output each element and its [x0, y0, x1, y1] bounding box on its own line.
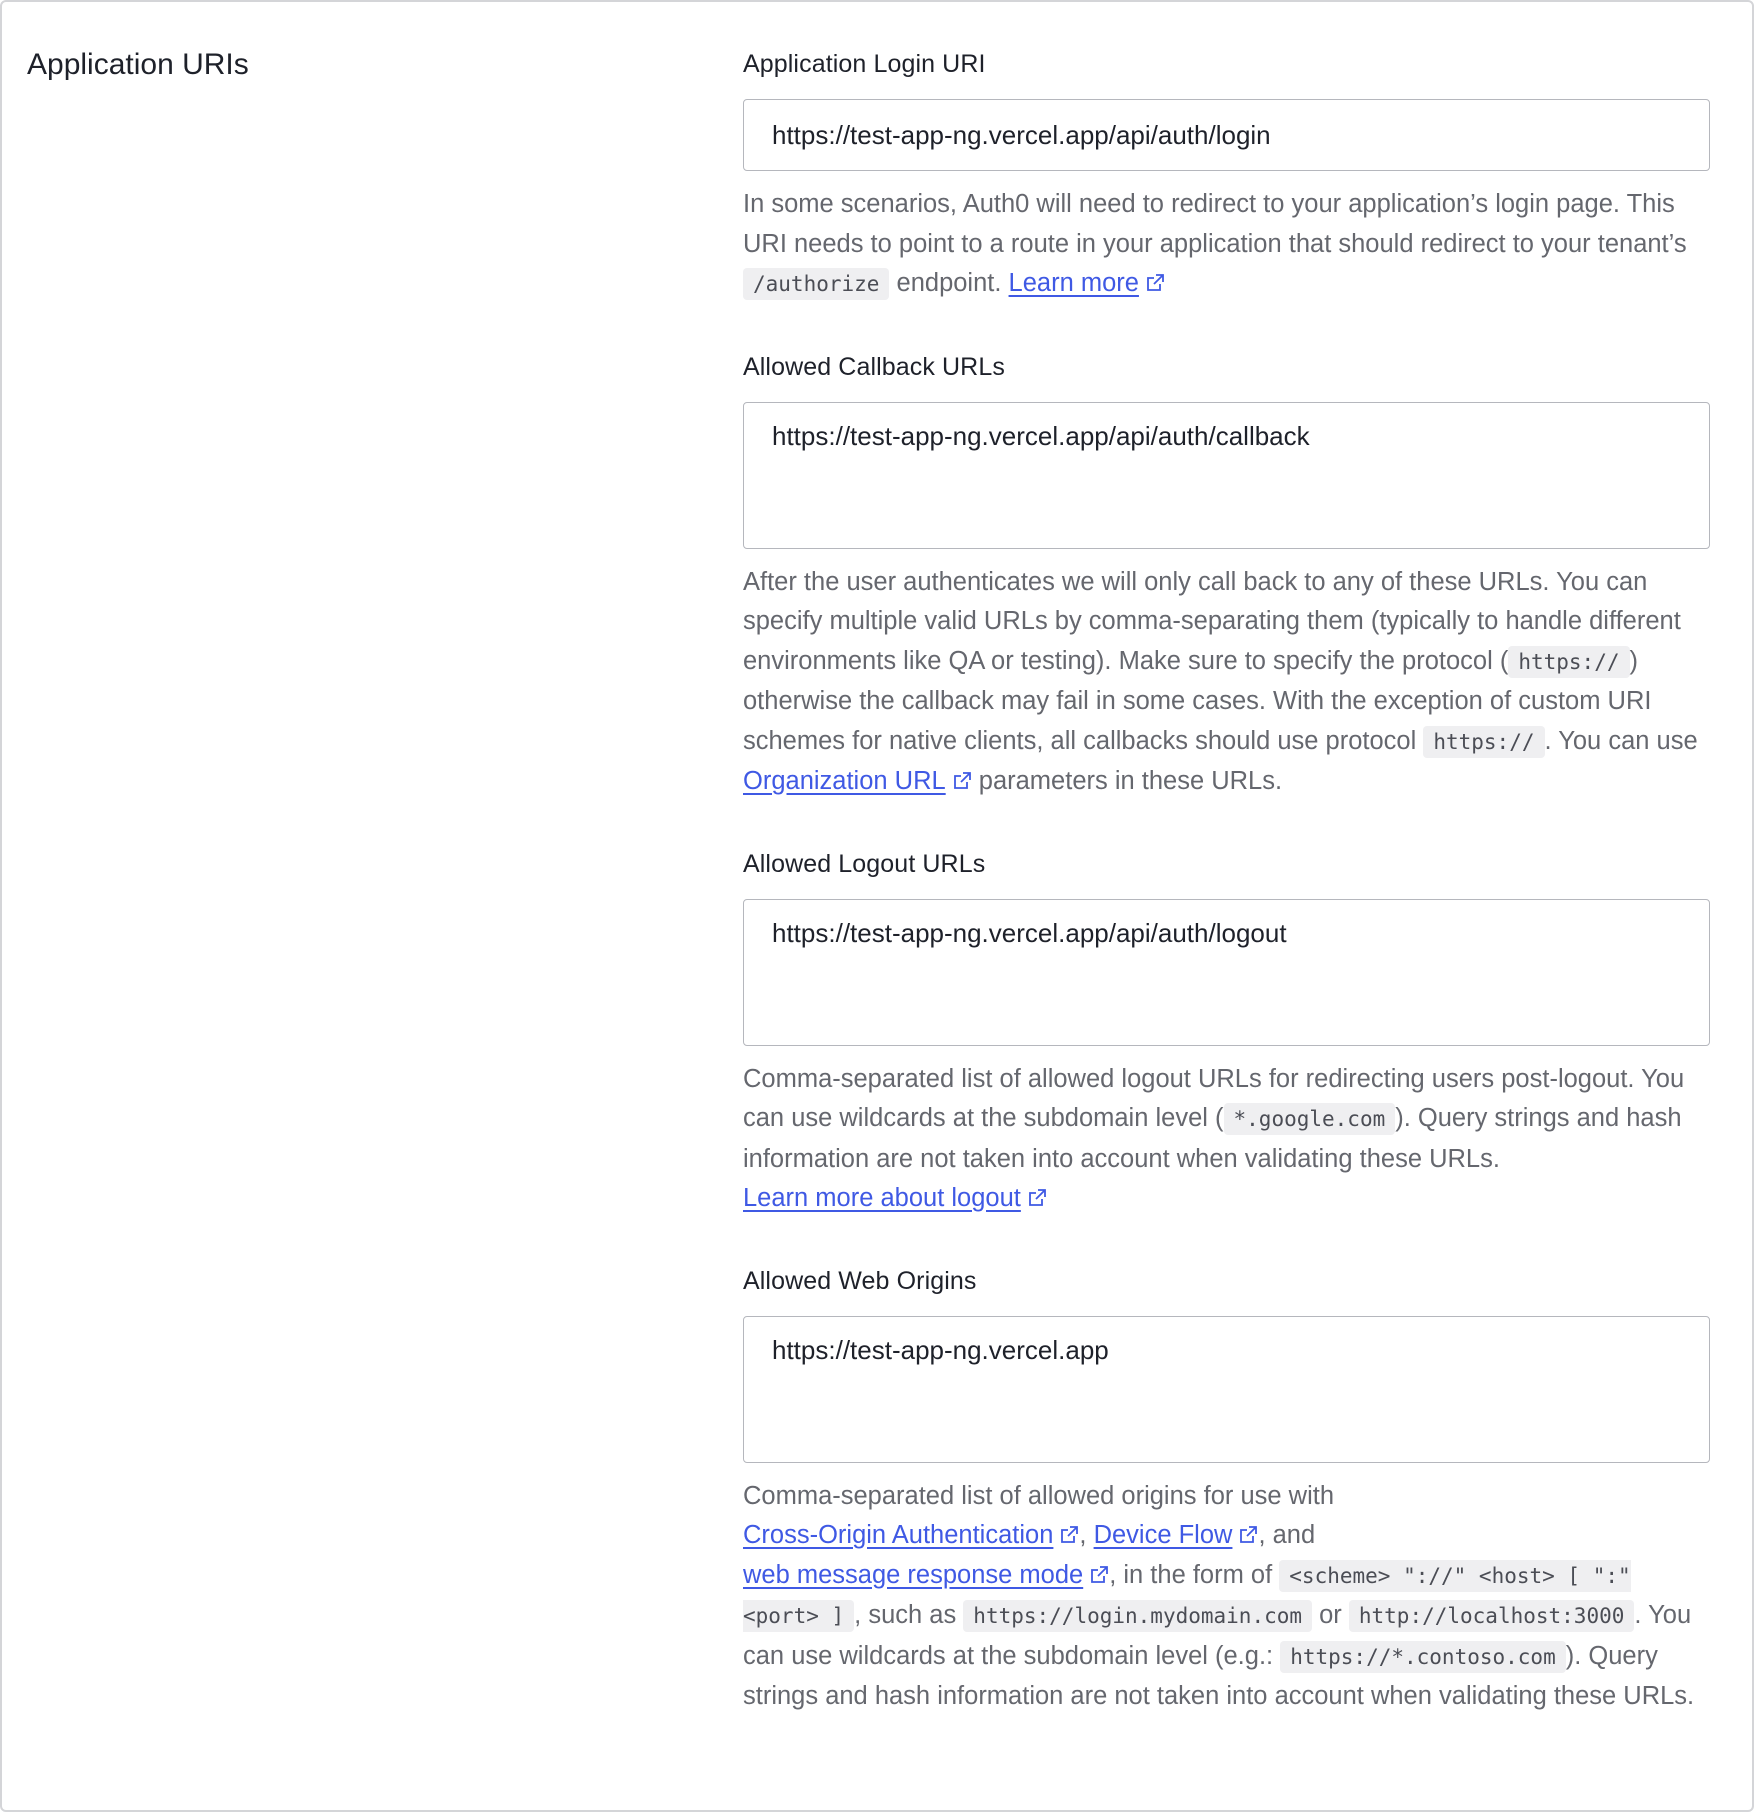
help-text: , in the form of	[1109, 1560, 1280, 1589]
callback-urls-field	[743, 351, 1710, 802]
code-snippet: /authorize	[743, 268, 889, 300]
login-uri-field	[743, 48, 1710, 305]
cross-origin-auth-link[interactable]	[743, 1521, 1053, 1549]
callback-urls-label: Allowed Callback URLs	[743, 352, 1005, 381]
code-snippet: https://*.contoso.com	[1280, 1641, 1566, 1673]
logout-urls-help	[743, 1060, 1710, 1219]
fields-column	[743, 48, 1710, 1717]
external-link-icon[interactable]	[1059, 1525, 1079, 1545]
help-text: ). Query strings and hash information are not taken into account when validating these URLs.	[743, 1104, 1682, 1173]
web-origins-help	[743, 1477, 1710, 1717]
section-title: Application URIs	[27, 48, 249, 81]
logout-urls-field	[743, 848, 1710, 1219]
help-text: . You can use	[1544, 726, 1698, 755]
help-text: In some scenarios, Auth0 will need to redirect to your application’s login page. This URI needs to point to a route in your application that should redirect to your tenant’s	[743, 190, 1687, 258]
device-flow-link[interactable]	[1094, 1521, 1233, 1549]
callback-urls-textarea[interactable]	[743, 402, 1710, 549]
help-text: ). Query strings and hash information are not taken into account when validating these URLs.	[743, 1641, 1695, 1710]
organization-url-link[interactable]	[743, 767, 946, 795]
login-uri-label: Application Login URI	[743, 50, 986, 78]
learn-more-link[interactable]	[1009, 269, 1139, 297]
help-text: Comma-separated list of allowed logout URLs for redirecting users post-logout. You can use wildcards at the subdomain level (	[743, 1064, 1685, 1132]
code-snippet: *.google.com	[1224, 1103, 1396, 1135]
link-label: Learn more about logout	[743, 1184, 1021, 1212]
help-text: ) otherwise the callback may fail in some cases. With the exception of custom URI schemes for native clients, all callbacks should use protocol	[743, 646, 1652, 755]
help-text: or	[1312, 1601, 1349, 1629]
help-text: , such as	[854, 1601, 964, 1629]
external-link-icon[interactable]	[1089, 1565, 1109, 1585]
web-origins-field	[743, 1265, 1710, 1717]
link-label: Learn more	[1008, 269, 1139, 297]
link-label: Organization URL	[743, 767, 946, 795]
login-uri-help	[743, 185, 1710, 305]
code-snippet: https://	[1423, 726, 1544, 758]
learn-more-logout-link[interactable]	[743, 1184, 1021, 1212]
external-link-icon[interactable]	[952, 771, 972, 791]
login-uri-input[interactable]	[743, 99, 1710, 171]
help-text: endpoint.	[889, 269, 1009, 297]
help-text: , and	[1258, 1521, 1316, 1549]
help-text: ,	[1079, 1521, 1094, 1549]
code-snippet: https://	[1508, 646, 1629, 678]
external-link-icon[interactable]	[1238, 1525, 1258, 1545]
callback-urls-help	[743, 563, 1710, 802]
external-link-icon[interactable]	[1027, 1188, 1047, 1208]
code-snippet: http://localhost:3000	[1349, 1600, 1635, 1632]
logout-urls-label: Allowed Logout URLs	[743, 849, 986, 878]
help-text: After the user authenticates we will only call back to any of these URLs. You can specify multiple valid URLs by comma-separating them (typically to handle different environments like QA or testing). Make sure to specify the protocol (	[743, 567, 1681, 675]
web-message-response-mode-link[interactable]	[743, 1561, 1083, 1589]
link-label: Cross-Origin Authentication	[743, 1521, 1054, 1549]
link-label: web message response mode	[743, 1560, 1084, 1589]
help-text: Comma-separated list of allowed origins for use with	[743, 1481, 1335, 1510]
web-origins-textarea[interactable]	[743, 1316, 1710, 1463]
logout-urls-textarea[interactable]	[743, 899, 1710, 1046]
web-origins-label: Allowed Web Origins	[743, 1266, 977, 1295]
external-link-icon[interactable]	[1145, 273, 1165, 293]
code-snippet: https://login.mydomain.com	[963, 1600, 1312, 1632]
help-text: . You can use wildcards at the subdomain level (e.g.:	[743, 1601, 1692, 1670]
help-text: parameters in these URLs.	[971, 767, 1283, 795]
link-label: Device Flow	[1093, 1521, 1233, 1549]
code-snippet: <scheme> "://" <host> [ ":" <port> ]	[743, 1560, 1631, 1633]
